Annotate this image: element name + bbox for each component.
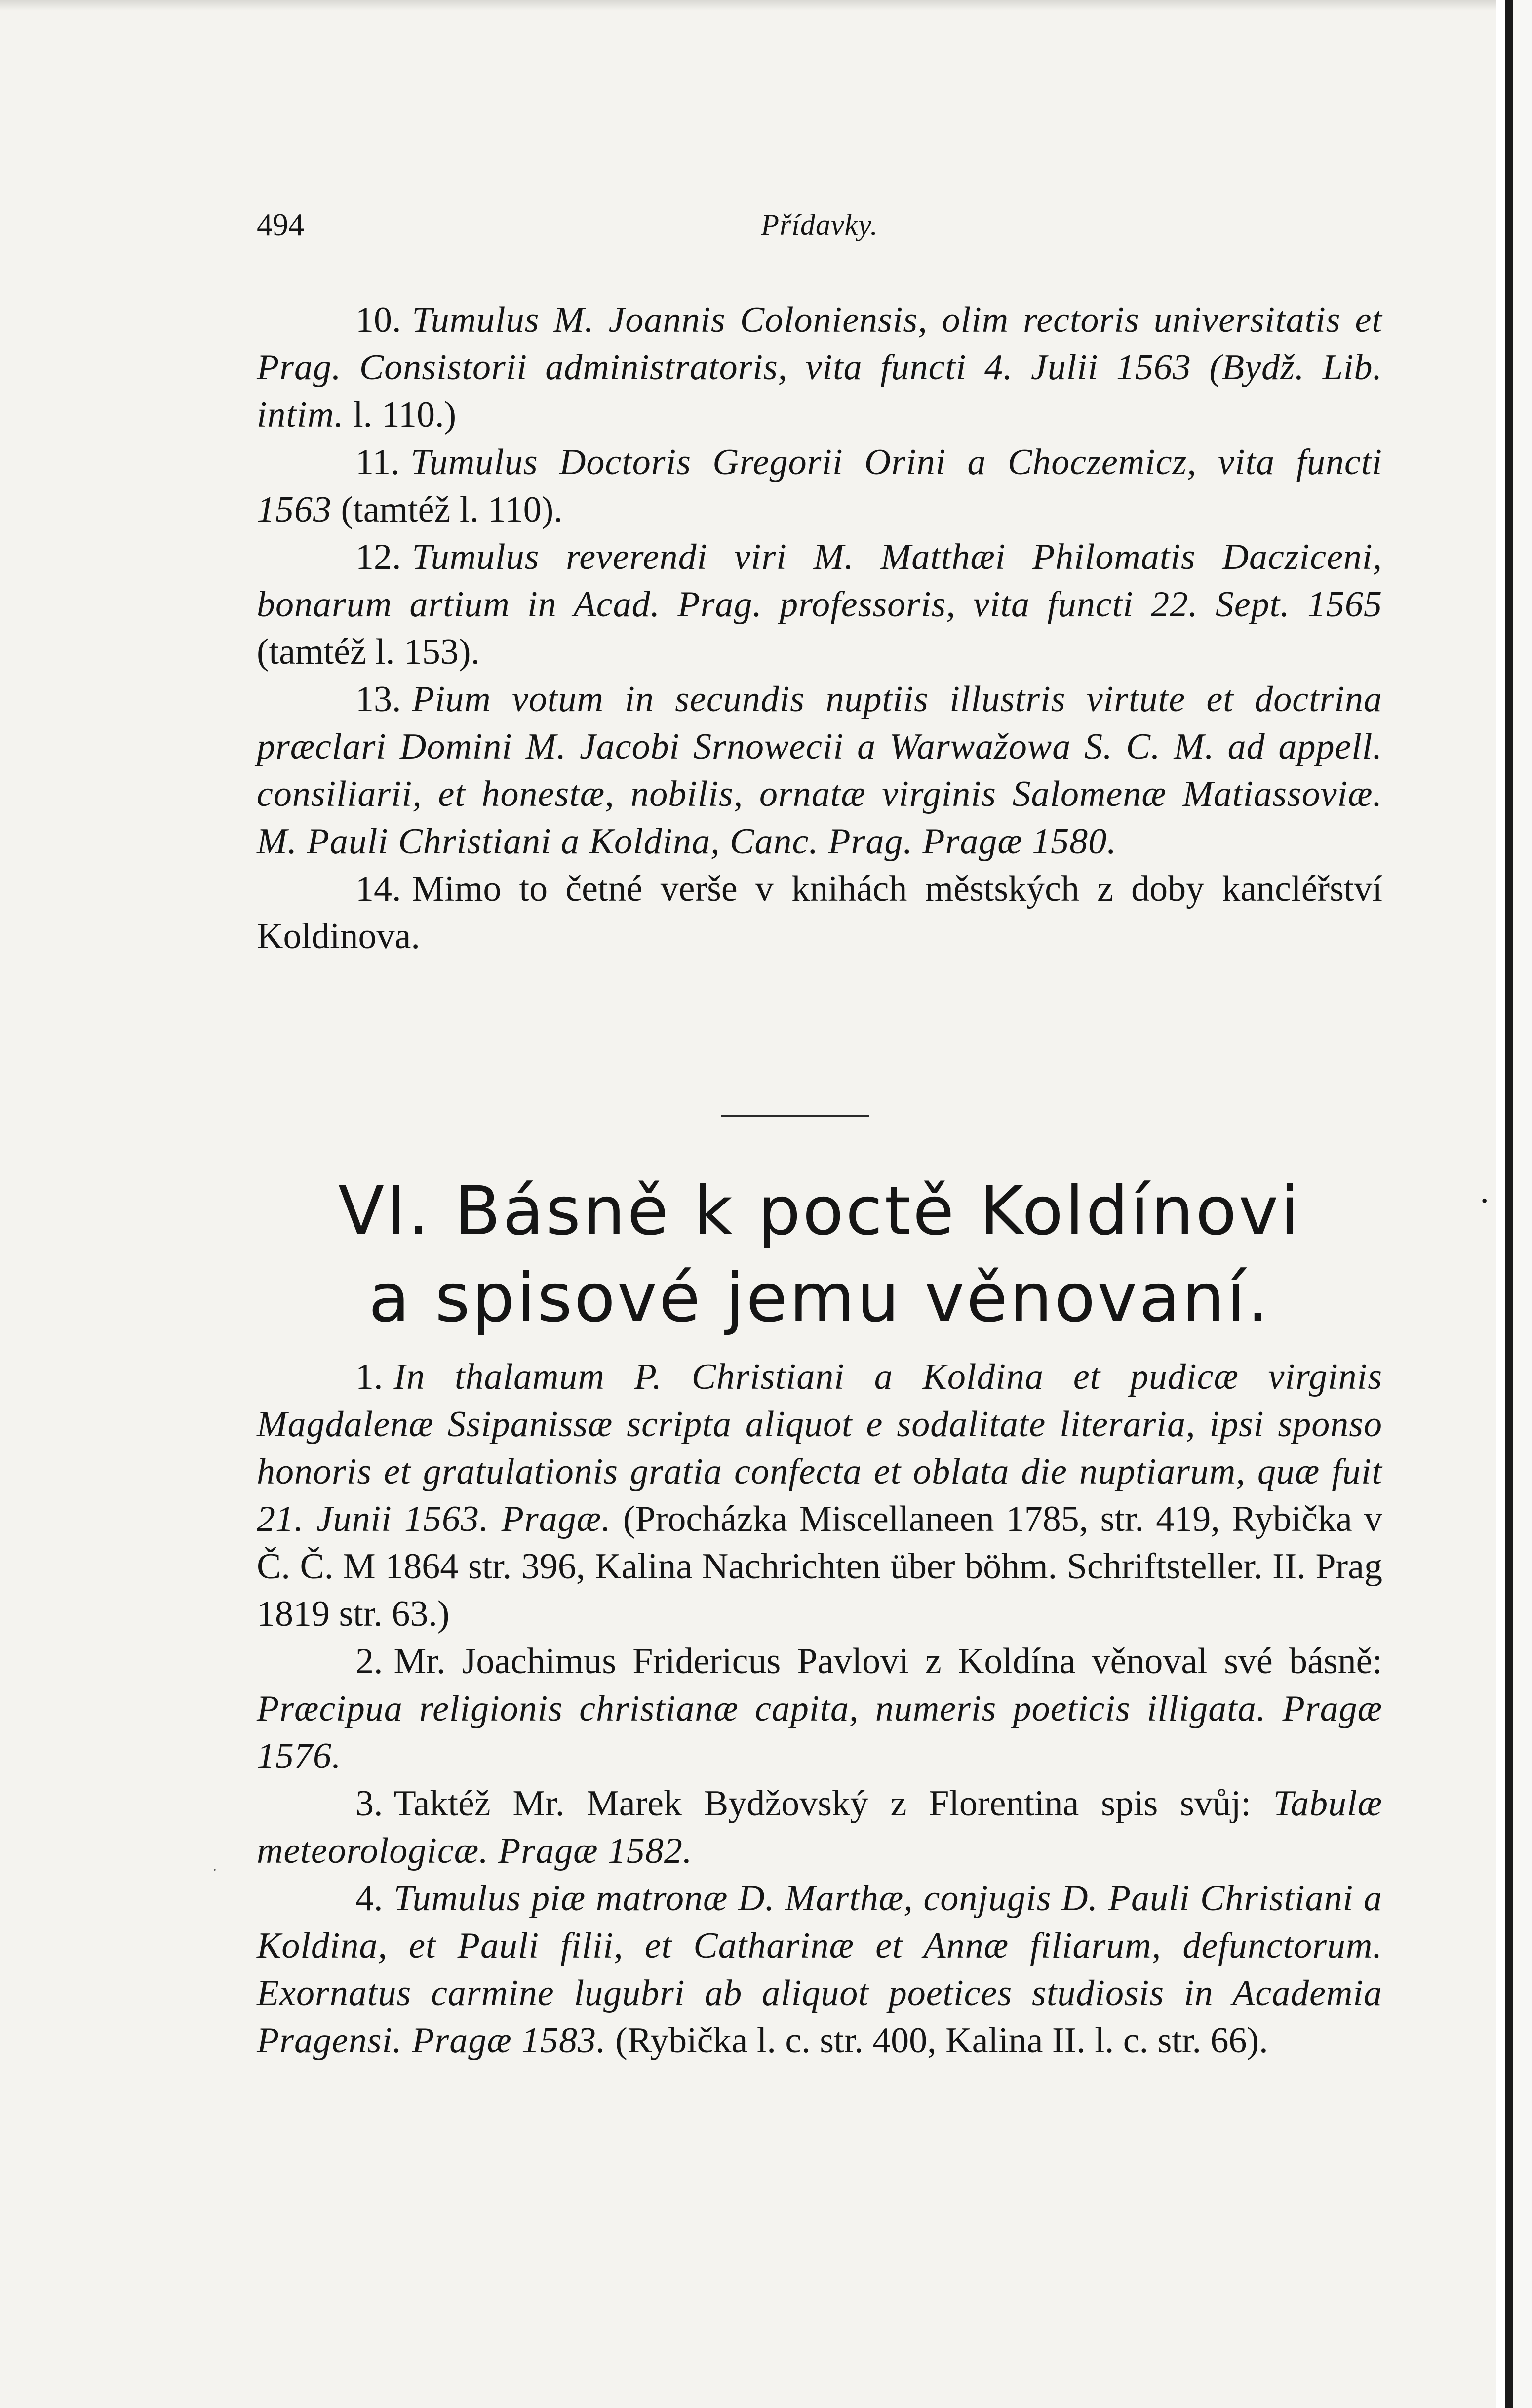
entry-2 <box>257 1638 1382 1780</box>
running-title: Přídavky. <box>761 208 878 241</box>
scan-right-edge <box>1496 0 1532 2408</box>
entry-title: Pium votum in secundis nuptiis illustris virtute et doctrina præclari Domini M. Jacobi Srnowecii a Warwažowa S. C. M. ad appell. consiliarii, et honestæ, nobilis, ornatæ virginis Salomenæ Matiassoviæ. M. Pauli Christiani a Koldina, Canc. Prag. Pragæ 1580. <box>257 679 1382 862</box>
entry-note: (Rybička l. c. str. 400, Kalina II. l. c. str. 66). <box>606 2020 1268 2061</box>
entry-number: 1. <box>355 1357 383 1397</box>
entry-10 <box>257 296 1382 439</box>
entry-number: 14. <box>355 869 401 909</box>
entry-number: 11. <box>355 442 400 482</box>
entry-13 <box>257 676 1382 865</box>
top-entries <box>257 296 1382 960</box>
page-header <box>257 198 1382 252</box>
entry-number: 2. <box>355 1641 383 1682</box>
margin-speck: · <box>212 1862 217 1878</box>
entry-title: In thalamum P. Christiani a Koldina et pudicæ virginis Magdalenæ Ssipanissæ scripta aliquot e sodalitate literaria, ipsi sponso honoris et gratulationis gratia confecta et oblata die nuptiarum, quæ fuit 21. Junii 1563. Pragæ. <box>257 1357 1382 1539</box>
margin-mark: • <box>1481 1191 1488 1210</box>
entry-text: Mimo to četné verše v knihách městských z doby kancléřství Koldinova. <box>257 869 1382 957</box>
entry-intro: Taktéž Mr. Marek Bydžovský z Florentina spis svůj: <box>393 1783 1273 1824</box>
entry-title: Tumulus piæ matronæ D. Marthæ, conjugis D. Pauli Christiani a Koldina, et Pauli filii, et Catharinæ et Annæ filiarum, defunctorum. Exornatus carmine lugubri ab aliquot poetices studiosis in Academia Pragensi. Pragæ 1583. <box>257 1878 1382 2061</box>
entry-title: Tumulus reverendi viri M. Matthæi Philomatis Dacziceni, bonarum artium in Acad. Prag. professoris, vita functi 22. Sept. 1565 <box>257 537 1382 625</box>
entry-11 <box>257 439 1382 533</box>
scan-top-edge <box>0 0 1532 11</box>
section-heading-line-2: a spisové jemu věnovaní. <box>368 1259 1271 1337</box>
entry-number: 10. <box>355 300 401 340</box>
section-divider <box>721 1115 869 1117</box>
page-number: 494 <box>257 207 304 242</box>
entry-number: 12. <box>355 537 401 577</box>
entry-14 <box>257 865 1382 960</box>
entry-1 <box>257 1353 1382 1638</box>
entry-number: 13. <box>355 679 401 720</box>
entry-number: 3. <box>355 1783 383 1824</box>
section-heading <box>257 1168 1382 1342</box>
entry-number: 4. <box>355 1878 383 1919</box>
bottom-entries <box>257 1353 1382 2064</box>
entry-4 <box>257 1875 1382 2064</box>
section-heading-line-1: VI. Básně k poctě Koldínovi <box>338 1172 1301 1250</box>
entry-note: (tamtéž l. 153). <box>257 632 480 672</box>
entry-intro: Mr. Joachimus Fridericus Pavlovi z Koldína věnoval své básně: <box>393 1641 1382 1682</box>
entry-title: Tumulus M. Joannis Coloniensis, olim rectoris universitatis et Prag. Consistorii administratoris, vita functi 4. Julii 1563 (Bydž. Lib. intim. <box>257 300 1382 435</box>
entry-3 <box>257 1780 1382 1875</box>
entry-title: Tabulæ meteorologicæ. Pragæ 1582. <box>257 1783 1382 1871</box>
entry-note: l. 110.) <box>344 395 457 435</box>
entry-note: (tamtéž l. 110). <box>332 489 563 530</box>
entry-note: (Procházka Miscellaneen 1785, str. 419, Rybička v Č. Č. M 1864 str. 396, Kalina Nachrichten über böhm. Schriftsteller. II. Prag 1819 str. 63.) <box>257 1499 1382 1634</box>
entry-title: Tumulus Doctoris Gregorii Orini a Choczemicz, vita functi 1563 <box>257 442 1382 530</box>
entry-title: Præcipua religionis christianæ capita, numeris poeticis illigata. Pragæ 1576. <box>257 1688 1382 1776</box>
entry-12 <box>257 533 1382 676</box>
